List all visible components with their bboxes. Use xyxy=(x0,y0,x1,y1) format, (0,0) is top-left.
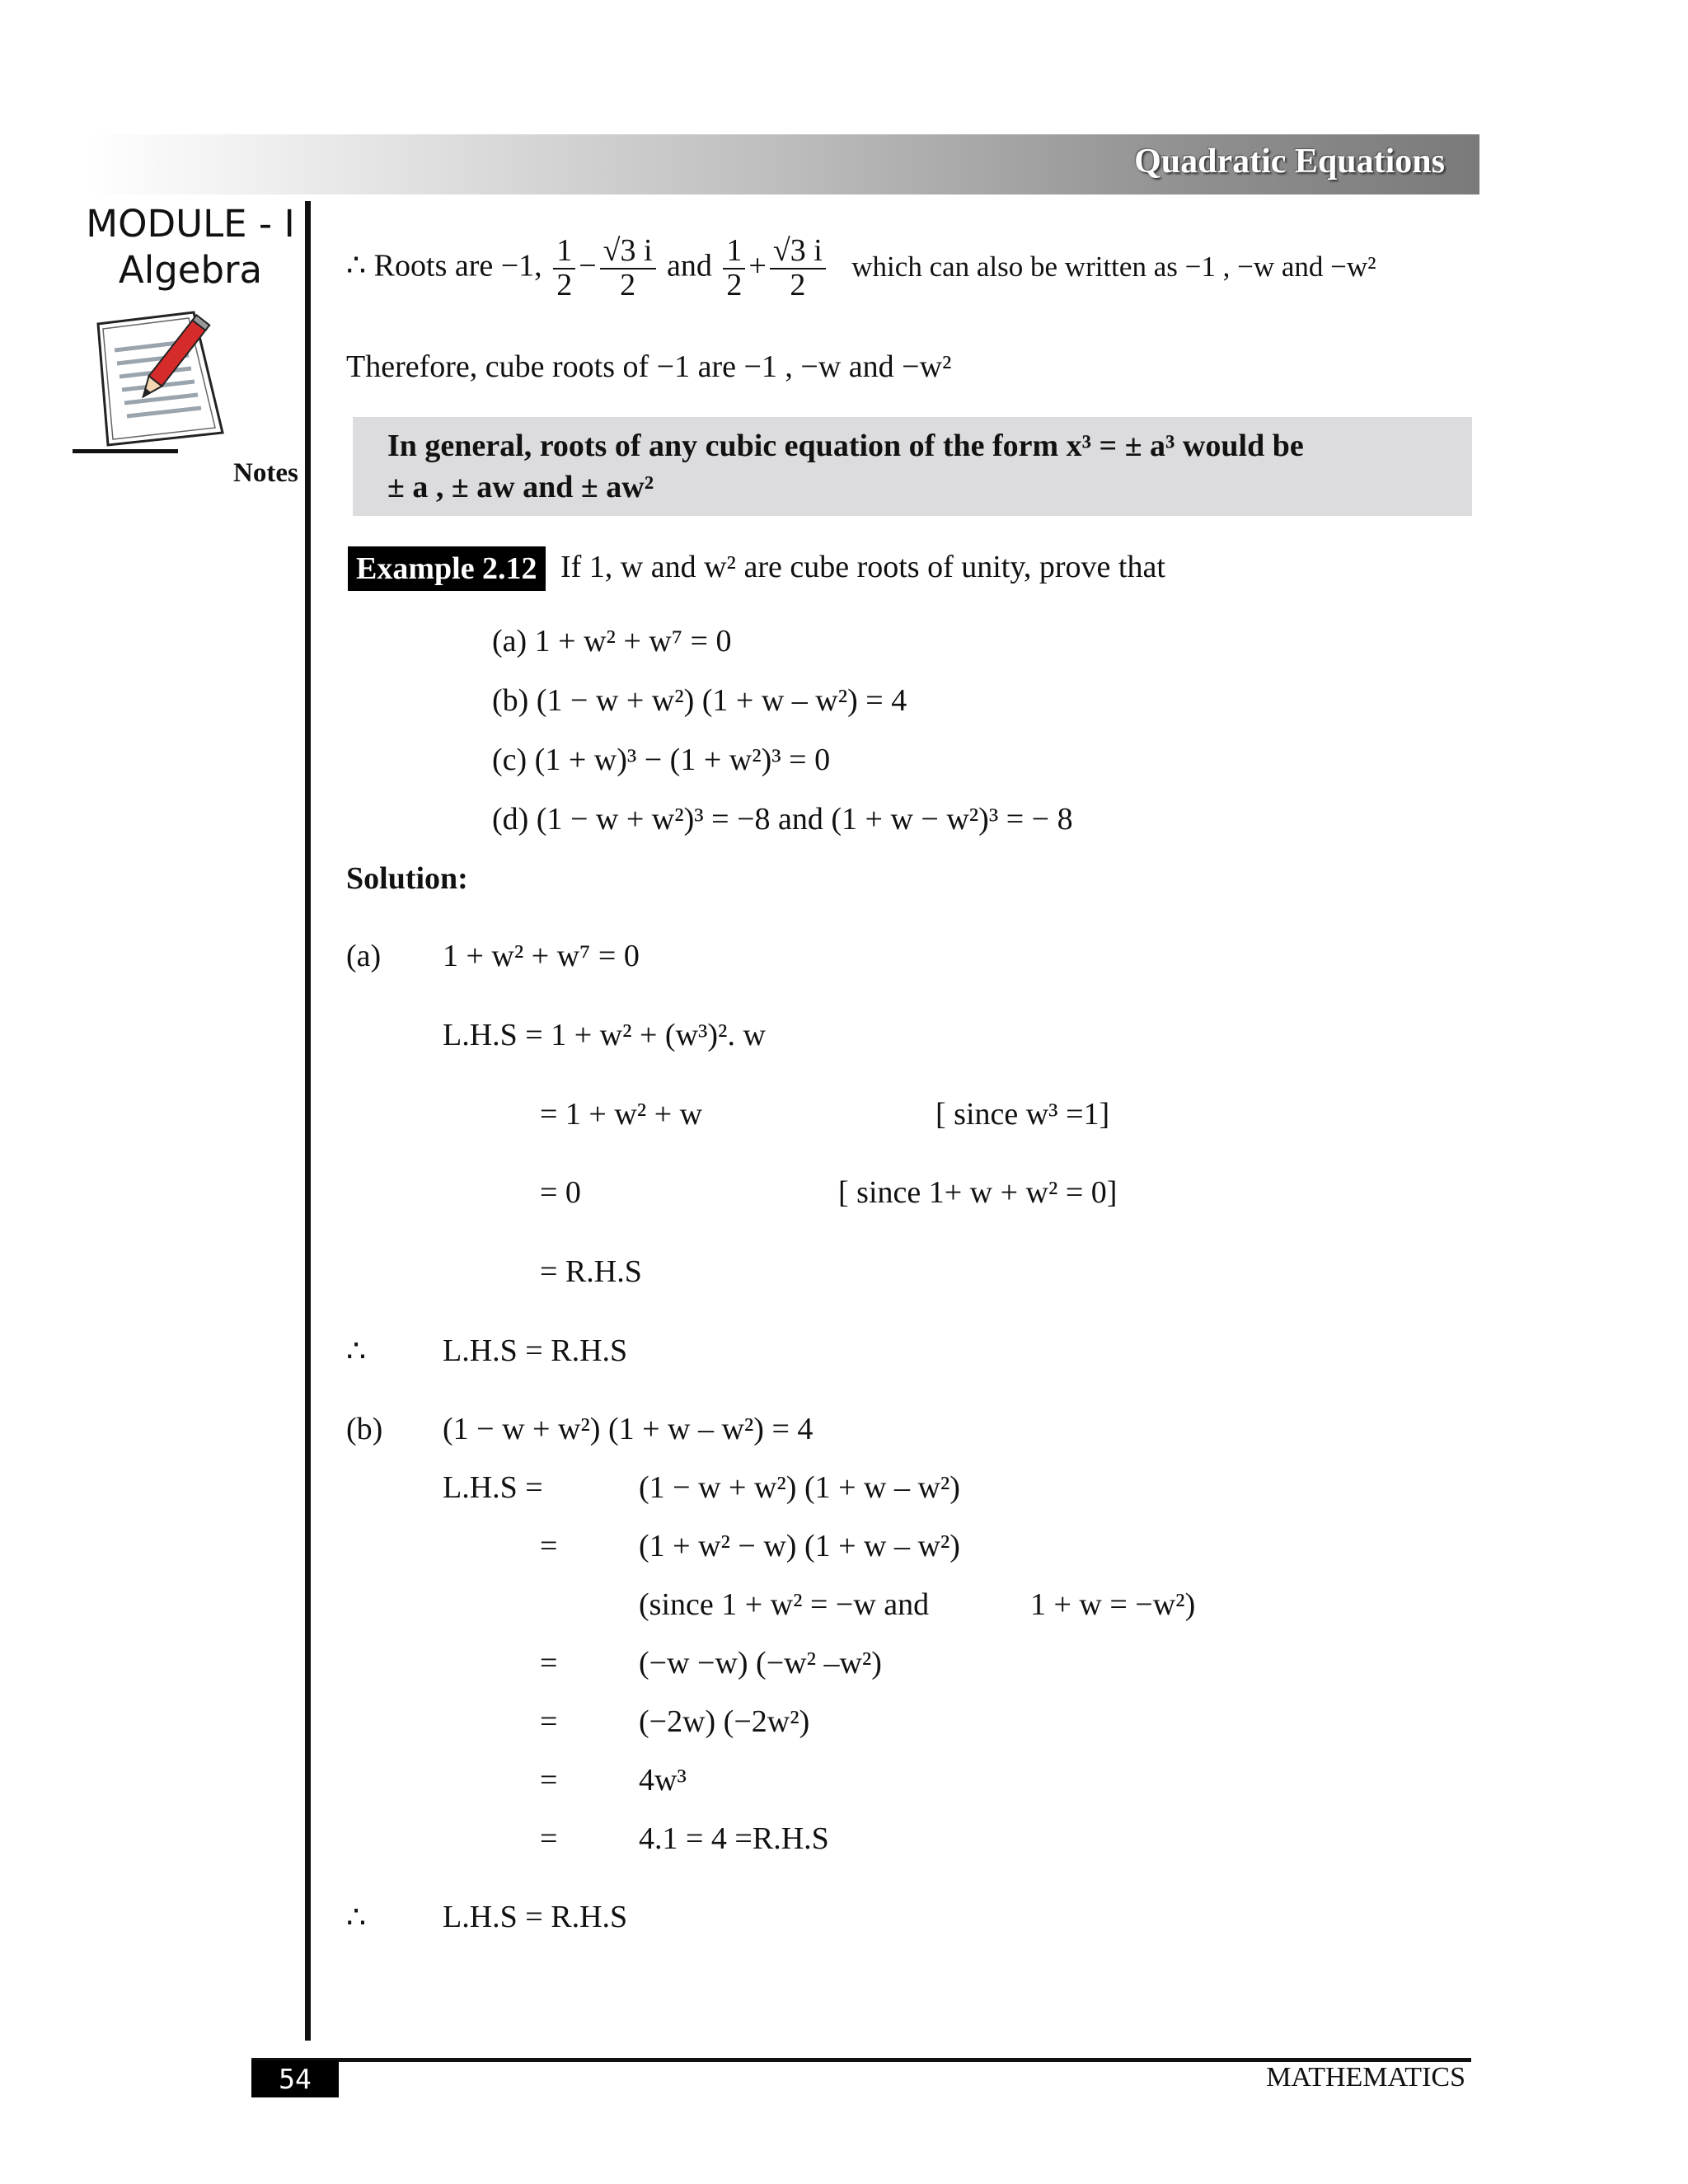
general-rule-line1: In general, roots of any cubic equation of the form x³ = ± a³ would be xyxy=(387,429,1304,463)
module-number: MODULE - I xyxy=(86,202,295,246)
therefore-symbol: ∴ xyxy=(346,1334,367,1369)
margin-rule xyxy=(305,201,311,2041)
part-b-since: (since 1 + w² = −w and xyxy=(639,1587,930,1622)
part-a-statement: 1 + w² + w⁷ = 0 xyxy=(443,939,640,973)
part-a-note2: [ since 1+ w + w² = 0] xyxy=(838,1175,1118,1210)
part-b-label: (b) xyxy=(346,1412,383,1446)
example-item-c: (c) (1 + w)³ − (1 + w²)³ = 0 xyxy=(492,743,831,777)
part-b-row: (1 + w² − w) (1 + w – w²) xyxy=(639,1529,960,1563)
example-badge: Example 2.12 xyxy=(348,546,546,591)
equals-sign: = xyxy=(540,1821,558,1856)
page-number: 54 xyxy=(251,2060,339,2097)
equals-sign: = xyxy=(540,1529,558,1563)
roots-line xyxy=(346,235,1376,302)
part-b-row: 4.1 = 4 =R.H.S xyxy=(639,1821,829,1856)
therefore-line: Therefore, cube roots of −1 are −1 , −w and −w² xyxy=(346,349,952,384)
fraction-half: $\frac{1}{2}$ xyxy=(553,235,575,302)
footer-title: MATHEMATICS xyxy=(1266,2062,1465,2093)
example-statement: If 1, w and w² are cube roots of unity, prove that xyxy=(560,550,1165,584)
example-item-d: (d) (1 − w + w²)³ = −8 and (1 + w − w²)³ = − 8 xyxy=(492,802,1073,837)
part-b-row: (1 − w + w²) (1 + w – w²) xyxy=(639,1470,960,1505)
fraction-root3i: $\frac{√3 i}{2}$ xyxy=(600,235,656,302)
notes-pad-icon xyxy=(87,309,235,449)
and-word: and xyxy=(667,248,712,284)
part-a-step1: = 1 + w² + w xyxy=(540,1097,703,1132)
example-item-b: (b) (1 − w + w²) (1 + w – w²) = 4 xyxy=(492,683,907,718)
part-b-conclusion: L.H.S = R.H.S xyxy=(443,1900,628,1934)
general-rule-text xyxy=(387,425,1418,508)
example-item-a: (a) 1 + w² + w⁷ = 0 xyxy=(492,624,732,658)
equals-sign: = xyxy=(540,1763,558,1797)
plus-sign: + xyxy=(748,248,767,284)
part-b-row: 4w³ xyxy=(639,1763,687,1797)
notes-label: Notes xyxy=(233,458,298,488)
part-b-row: (−2w) (−2w²) xyxy=(639,1704,810,1739)
module-label xyxy=(73,201,308,293)
roots-prefix: ∴ Roots are −1, xyxy=(346,248,542,284)
equals-sign: = xyxy=(540,1704,558,1739)
part-b-statement: (1 − w + w²) (1 + w – w²) = 4 xyxy=(443,1412,814,1446)
fraction-root3i: $\frac{√3 i}{2}$ xyxy=(770,235,826,302)
therefore-symbol: ∴ xyxy=(346,1900,367,1935)
part-a-conclusion: L.H.S = R.H.S xyxy=(443,1333,628,1368)
part-a-lhs: L.H.S = 1 + w² + (w³)². w xyxy=(443,1018,766,1052)
equals-sign: = xyxy=(540,1646,558,1680)
part-b-since2: 1 + w = −w²) xyxy=(1030,1587,1196,1622)
minus-sign: − xyxy=(579,248,597,284)
part-a-step3: = R.H.S xyxy=(540,1254,642,1289)
general-rule-line2: ± a , ± aw and ± aw² xyxy=(387,470,654,504)
notes-divider xyxy=(73,449,178,453)
part-b-row: (−w −w) (−w² –w²) xyxy=(639,1646,882,1680)
chapter-title: Quadratic Equations xyxy=(1134,143,1445,180)
part-a-note1: [ since w³ =1] xyxy=(935,1097,1110,1132)
solution-heading: Solution: xyxy=(346,861,468,896)
part-a-step2: = 0 xyxy=(540,1175,581,1210)
fraction-half: $\frac{1}{2}$ xyxy=(723,235,745,302)
roots-suffix: which can also be written as −1 , −w and −w² xyxy=(851,250,1376,283)
part-b-lhs-label: L.H.S = xyxy=(443,1470,543,1505)
module-subject: Algebra xyxy=(118,248,263,292)
part-a-label: (a) xyxy=(346,939,382,973)
